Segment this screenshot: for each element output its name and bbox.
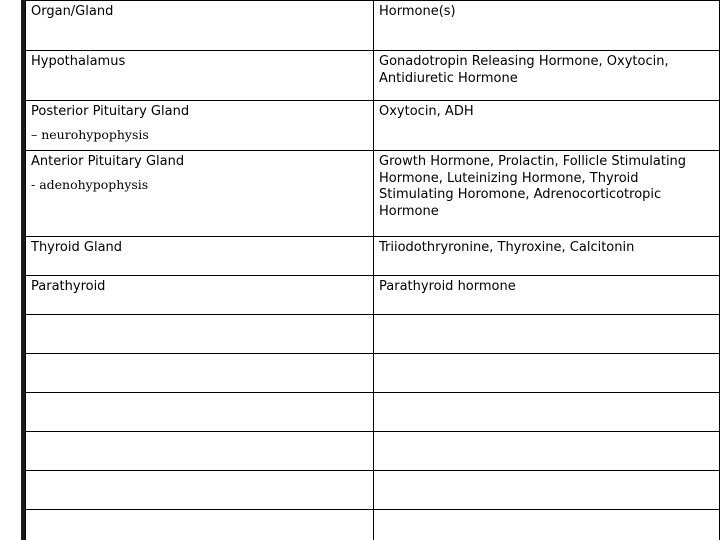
empty-row (26, 471, 720, 510)
empty-cell[interactable] (26, 393, 374, 432)
organ-alt-name: – neurohypophysis (31, 126, 149, 142)
organ-cell (26, 51, 374, 101)
organ-cell (26, 101, 374, 151)
table-row (26, 101, 720, 151)
hormone-list: Parathyroid hormone (379, 279, 516, 294)
hormone-cell (374, 151, 720, 237)
empty-cell[interactable] (26, 315, 374, 354)
empty-cell[interactable] (374, 432, 720, 471)
empty-cell[interactable] (26, 354, 374, 393)
organ-name: Posterior Pituitary Gland (31, 104, 190, 119)
hormone-list: Gonadotropin Releasing Hormone, Oxytocin, Antidiuretic Hormone (379, 54, 669, 86)
hormone-cell (374, 51, 720, 101)
empty-cell[interactable] (26, 510, 374, 540)
table-row (26, 51, 720, 101)
organ-name: Thyroid Gland (31, 240, 123, 255)
empty-cell[interactable] (374, 315, 720, 354)
empty-cell[interactable] (26, 471, 374, 510)
organ-name: Parathyroid (31, 279, 106, 294)
header-organ-label: Organ/Gland (31, 4, 114, 19)
organ-cell (26, 237, 374, 276)
header-hormone-cell (374, 1, 720, 51)
empty-row (26, 354, 720, 393)
hormone-cell (374, 276, 720, 315)
hormone-table (25, 0, 720, 540)
empty-cell[interactable] (374, 510, 720, 540)
organ-cell (26, 151, 374, 237)
hormone-list: Growth Hormone, Prolactin, Follicle Stimulating Hormone, Luteinizing Hormone, Thyroid Stimulating Horomone, Adrenocorticotropic Hormone (379, 154, 687, 219)
hormone-list: Oxytocin, ADH (379, 104, 474, 119)
empty-row (26, 315, 720, 354)
empty-cell[interactable] (374, 354, 720, 393)
table-row (26, 237, 720, 276)
empty-cell[interactable] (374, 471, 720, 510)
organ-cell (26, 276, 374, 315)
table-row (26, 151, 720, 237)
organ-name: Hypothalamus (31, 54, 126, 69)
empty-row (26, 393, 720, 432)
hormone-cell (374, 101, 720, 151)
table-header-row (26, 1, 720, 51)
hormone-list: Triiodothryronine, Thyroxine, Calcitonin (379, 240, 635, 255)
table-row (26, 276, 720, 315)
empty-row (26, 432, 720, 471)
hormone-cell (374, 237, 720, 276)
header-organ-cell (26, 1, 374, 51)
organ-alt-name: - adenohypophysis (31, 176, 149, 192)
empty-cell[interactable] (26, 432, 374, 471)
empty-cell[interactable] (374, 393, 720, 432)
header-hormone-label: Hormone(s) (379, 4, 456, 19)
empty-row (26, 510, 720, 540)
organ-name: Anterior Pituitary Gland (31, 154, 185, 169)
